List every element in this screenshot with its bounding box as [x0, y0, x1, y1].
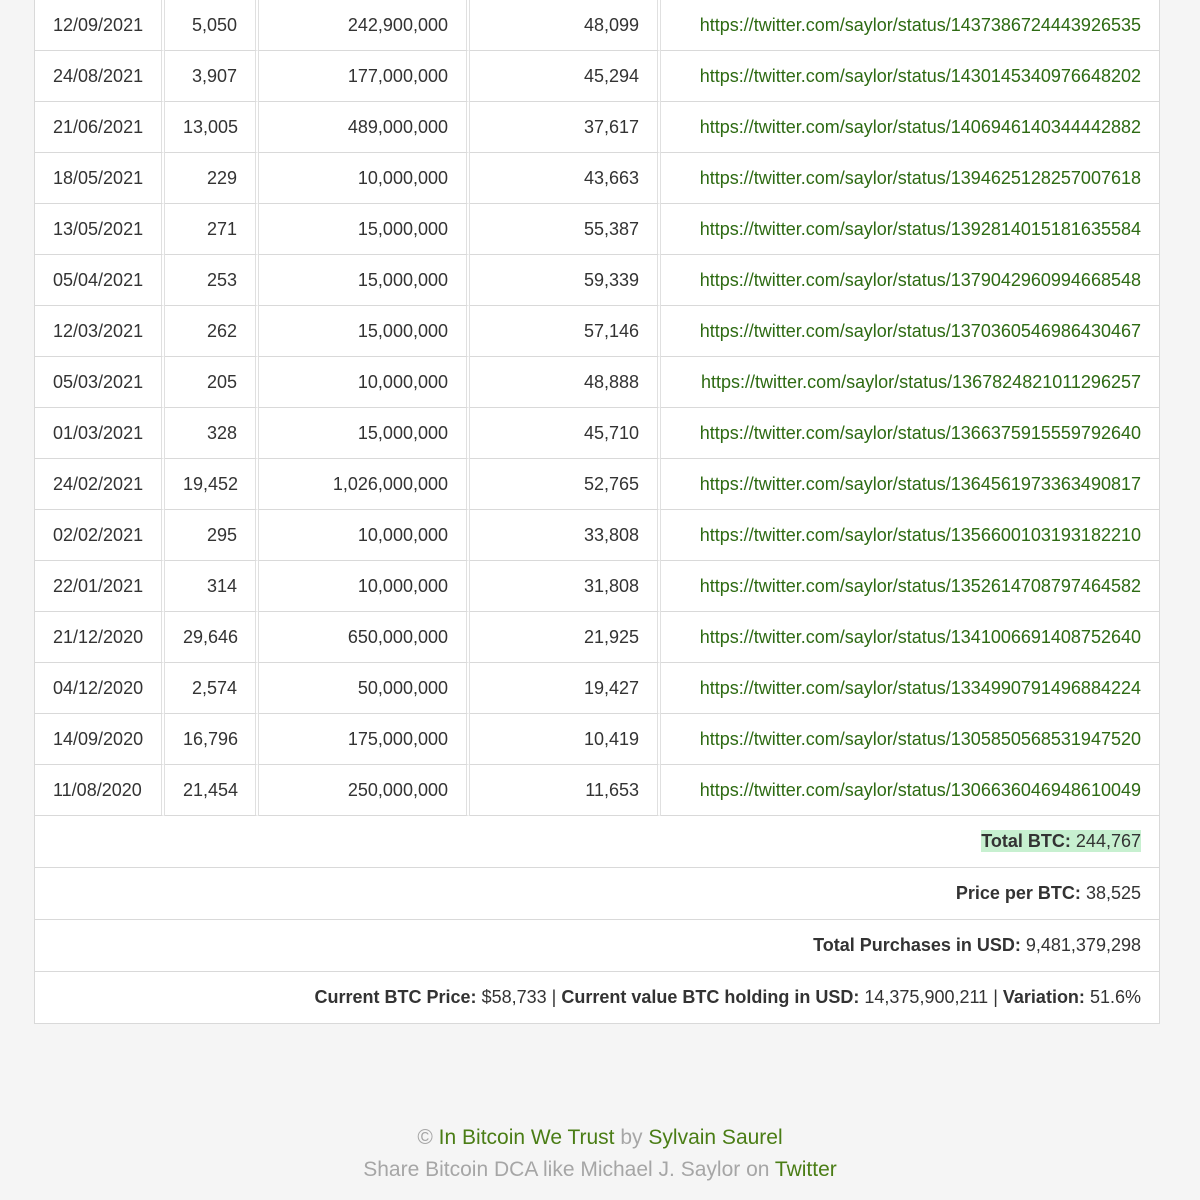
footer-line-credits	[0, 1122, 1200, 1154]
usd-amount-cell: 250,000,000	[259, 765, 470, 816]
current-price-value: $58,733	[481, 987, 547, 1007]
date-cell: 12/09/2021	[34, 0, 165, 51]
date-cell: 21/12/2020	[34, 612, 165, 663]
tweet-link[interactable]: https://twitter.com/saylor/status/1334990791496884224	[699, 677, 1141, 698]
table-row	[34, 561, 1160, 612]
usd-amount-cell: 175,000,000	[259, 714, 470, 765]
footer-line-share	[0, 1154, 1200, 1186]
date-cell: 11/08/2020	[34, 765, 165, 816]
tweet-link-cell	[661, 459, 1160, 510]
btc-amount-cell: 2,574	[165, 663, 259, 714]
table-row	[34, 51, 1160, 102]
tweet-link[interactable]: https://twitter.com/saylor/status/1430145340976648202	[699, 65, 1141, 86]
date-cell: 22/01/2021	[34, 561, 165, 612]
date-cell: 24/08/2021	[34, 51, 165, 102]
table-row	[34, 510, 1160, 561]
table-row	[34, 663, 1160, 714]
usd-amount-cell: 10,000,000	[259, 153, 470, 204]
tweet-link[interactable]: https://twitter.com/saylor/status/1406946140344442882	[699, 116, 1141, 137]
btc-amount-cell: 3,907	[165, 51, 259, 102]
usd-amount-cell: 10,000,000	[259, 561, 470, 612]
summary-body	[34, 816, 1160, 1024]
table-row	[34, 306, 1160, 357]
btc-amount-cell: 253	[165, 255, 259, 306]
table-row	[34, 765, 1160, 816]
btc-amount-cell: 205	[165, 357, 259, 408]
tweet-link-cell	[661, 357, 1160, 408]
table-row	[34, 714, 1160, 765]
date-cell: 21/06/2021	[34, 102, 165, 153]
total-usd-label: Total Purchases in USD:	[813, 935, 1021, 955]
tweet-link-cell	[661, 714, 1160, 765]
btc-price-cell: 21,925	[470, 612, 661, 663]
footer	[0, 1122, 1200, 1186]
tweet-link[interactable]: https://twitter.com/saylor/status/1437386724443926535	[699, 14, 1141, 35]
usd-amount-cell: 489,000,000	[259, 102, 470, 153]
tweet-link-cell	[661, 765, 1160, 816]
btc-amount-cell: 328	[165, 408, 259, 459]
variation-value: 51.6%	[1089, 987, 1141, 1007]
date-cell: 13/05/2021	[34, 204, 165, 255]
tweet-link-cell	[661, 153, 1160, 204]
btc-price-cell: 19,427	[470, 663, 661, 714]
usd-amount-cell: 242,900,000	[259, 0, 470, 51]
btc-amount-cell: 314	[165, 561, 259, 612]
tweet-link[interactable]: https://twitter.com/saylor/status/1379042960994668548	[699, 269, 1141, 290]
separator: |	[993, 987, 998, 1007]
tweet-link[interactable]: https://twitter.com/saylor/status/1306636046948610049	[699, 779, 1141, 800]
price-per-btc-value: 38,525	[1085, 883, 1141, 903]
tweet-link-cell	[661, 561, 1160, 612]
tweet-link-cell	[661, 663, 1160, 714]
usd-amount-cell: 650,000,000	[259, 612, 470, 663]
btc-price-cell: 43,663	[470, 153, 661, 204]
table-row	[34, 204, 1160, 255]
table-row	[34, 255, 1160, 306]
total-btc-value: 244,767	[1075, 831, 1141, 851]
share-text: Share Bitcoin DCA like Michael J. Saylor on	[363, 1158, 770, 1181]
current-price-label: Current BTC Price:	[314, 987, 477, 1007]
btc-price-cell: 57,146	[470, 306, 661, 357]
btc-amount-cell: 29,646	[165, 612, 259, 663]
tweet-link[interactable]: https://twitter.com/saylor/status/1367824821011296257	[701, 371, 1141, 392]
tweet-link-cell	[661, 204, 1160, 255]
btc-amount-cell: 271	[165, 204, 259, 255]
usd-amount-cell: 50,000,000	[259, 663, 470, 714]
tweet-link[interactable]: https://twitter.com/saylor/status/1352614708797464582	[699, 575, 1141, 596]
usd-amount-cell: 177,000,000	[259, 51, 470, 102]
tweet-link-cell	[661, 306, 1160, 357]
purchases-table	[34, 0, 1160, 1024]
btc-price-cell: 37,617	[470, 102, 661, 153]
total-btc-label: Total BTC:	[981, 831, 1071, 851]
table-row	[34, 0, 1160, 51]
tweet-link-cell	[661, 408, 1160, 459]
date-cell: 24/02/2021	[34, 459, 165, 510]
btc-price-cell: 10,419	[470, 714, 661, 765]
btc-price-cell: 31,808	[470, 561, 661, 612]
date-cell: 14/09/2020	[34, 714, 165, 765]
tweet-link-cell	[661, 612, 1160, 663]
purchases-table-container	[34, 0, 1160, 1024]
date-cell: 05/04/2021	[34, 255, 165, 306]
date-cell: 04/12/2020	[34, 663, 165, 714]
variation-label: Variation:	[1002, 987, 1085, 1007]
btc-amount-cell: 5,050	[165, 0, 259, 51]
tweet-link[interactable]: https://twitter.com/saylor/status/1305850568531947520	[699, 728, 1141, 749]
date-cell: 01/03/2021	[34, 408, 165, 459]
summary-row-current	[34, 972, 1160, 1024]
purchases-table-body	[34, 0, 1160, 816]
btc-price-cell: 59,339	[470, 255, 661, 306]
btc-amount-cell: 262	[165, 306, 259, 357]
btc-price-cell: 33,808	[470, 510, 661, 561]
summary-row-price-per-btc	[34, 868, 1160, 920]
separator: |	[551, 987, 557, 1007]
author-link[interactable]: Sylvain Saurel	[648, 1126, 783, 1149]
usd-amount-cell: 1,026,000,000	[259, 459, 470, 510]
btc-amount-cell: 19,452	[165, 459, 259, 510]
site-name-link[interactable]: In Bitcoin We Trust	[438, 1126, 615, 1149]
btc-amount-cell: 229	[165, 153, 259, 204]
usd-amount-cell: 10,000,000	[259, 357, 470, 408]
date-cell: 05/03/2021	[34, 357, 165, 408]
btc-price-cell: 45,710	[470, 408, 661, 459]
table-row	[34, 102, 1160, 153]
tweet-link[interactable]: https://twitter.com/saylor/status/1341006691408752640	[699, 626, 1141, 647]
table-row	[34, 408, 1160, 459]
btc-amount-cell: 21,454	[165, 765, 259, 816]
total-usd-value: 9,481,379,298	[1025, 935, 1141, 955]
current-value-value: 14,375,900,211	[864, 987, 989, 1007]
btc-amount-cell: 295	[165, 510, 259, 561]
total-btc-highlight	[981, 830, 1141, 852]
tweet-link-cell	[661, 510, 1160, 561]
current-value-label: Current value BTC holding in USD:	[561, 987, 860, 1007]
usd-amount-cell: 15,000,000	[259, 306, 470, 357]
btc-price-cell: 11,653	[470, 765, 661, 816]
table-row	[34, 612, 1160, 663]
tweet-link[interactable]: https://twitter.com/saylor/status/1370360546986430467	[699, 320, 1141, 341]
tweet-link-cell	[661, 102, 1160, 153]
date-cell: 02/02/2021	[34, 510, 165, 561]
tweet-link[interactable]: https://twitter.com/saylor/status/1366375915559792640	[699, 422, 1141, 443]
tweet-link-cell	[661, 51, 1160, 102]
usd-amount-cell: 10,000,000	[259, 510, 470, 561]
tweet-link-cell	[661, 255, 1160, 306]
tweet-link[interactable]: https://twitter.com/saylor/status/1356600103193182210	[699, 524, 1141, 545]
tweet-link-cell	[661, 0, 1160, 51]
date-cell: 18/05/2021	[34, 153, 165, 204]
btc-amount-cell: 13,005	[165, 102, 259, 153]
btc-price-cell: 55,387	[470, 204, 661, 255]
price-per-btc-label: Price per BTC:	[955, 883, 1081, 903]
btc-price-cell: 52,765	[470, 459, 661, 510]
btc-price-cell: 48,099	[470, 0, 661, 51]
tweet-link[interactable]: https://twitter.com/saylor/status/1364561973363490817	[699, 473, 1141, 494]
table-row	[34, 357, 1160, 408]
copyright-symbol: ©	[417, 1126, 433, 1149]
usd-amount-cell: 15,000,000	[259, 255, 470, 306]
table-row	[34, 153, 1160, 204]
table-row	[34, 459, 1160, 510]
summary-row-total-usd	[34, 920, 1160, 972]
btc-price-cell: 45,294	[470, 51, 661, 102]
usd-amount-cell: 15,000,000	[259, 408, 470, 459]
by-text: by	[620, 1126, 643, 1149]
btc-price-cell: 48,888	[470, 357, 661, 408]
tweet-link[interactable]: https://twitter.com/saylor/status/1392814015181635584	[699, 218, 1141, 239]
usd-amount-cell: 15,000,000	[259, 204, 470, 255]
date-cell: 12/03/2021	[34, 306, 165, 357]
twitter-link[interactable]: Twitter	[774, 1158, 837, 1181]
btc-amount-cell: 16,796	[165, 714, 259, 765]
tweet-link[interactable]: https://twitter.com/saylor/status/1394625128257007618	[699, 167, 1141, 188]
summary-row-total-btc	[34, 816, 1160, 868]
